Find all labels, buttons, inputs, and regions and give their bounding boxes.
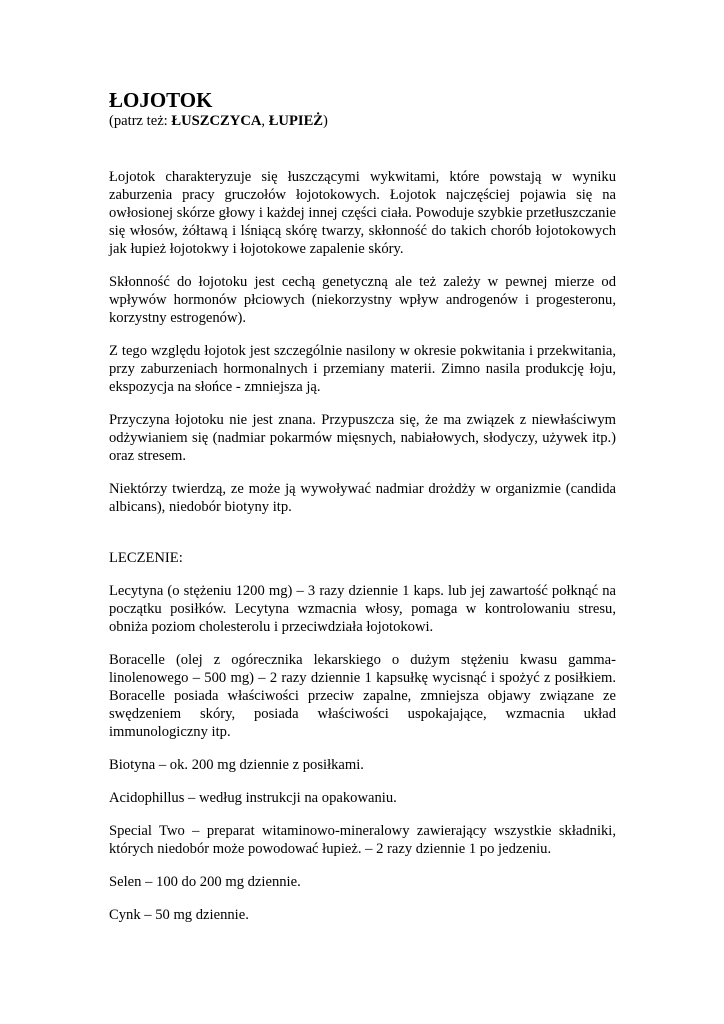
intro-paragraph: Niektórzy twierdzą, ze może ją wywoływać nadmiar drożdży w organizmie (candida albicans), niedobór biotyny itp. xyxy=(109,481,616,515)
treatment-paragraph: Biotyna – ok. 200 mg dziennie z posiłkami. xyxy=(109,757,364,773)
treatment-paragraph: Special Two – preparat witaminowo-mineralowy zawierający wszystkie składniki, których niedobór może powodować łupież. – 2 razy dziennie 1 po jedzeniu. xyxy=(109,823,616,857)
see-also-prefix: (patrz też: xyxy=(109,113,172,129)
document-title: ŁOJOTOK xyxy=(109,88,213,112)
see-also-note xyxy=(109,112,616,130)
see-also-link-lupiez: ŁUPIEŻ xyxy=(268,113,324,129)
treatment-heading: LECZENIE: xyxy=(109,550,183,566)
document-page xyxy=(109,88,616,939)
intro-paragraph: Z tego względu łojotok jest szczególnie nasilony w okresie pokwitania i przekwitania, przy zaburzeniach hormonalnych i przemiany materii. Zimno nasila produkcję łoju, ekspozycja na słońce - zmniejsza ją. xyxy=(109,343,616,395)
treatment-paragraph: Cynk – 50 mg dziennie. xyxy=(109,907,249,923)
see-also-separator: , xyxy=(261,113,269,129)
treatment-paragraph: Lecytyna (o stężeniu 1200 mg) – 3 razy dziennie 1 kaps. lub jej zawartość połknąć na początku posiłków. Lecytyna wzmacnia włosy, pomaga w kontrolowaniu stresu, obniża poziom cholesterolu i przeciwdziała łojotokowi. xyxy=(109,583,616,635)
see-also-suffix: ) xyxy=(323,113,328,129)
treatment-paragraph: Acidophillus – według instrukcji na opakowaniu. xyxy=(109,790,397,806)
see-also-link-luszczyca: ŁUSZCZYCA xyxy=(171,113,262,129)
treatment-paragraph: Selen – 100 do 200 mg dziennie. xyxy=(109,874,301,890)
intro-paragraph: Przyczyna łojotoku nie jest znana. Przypuszcza się, że ma związek z niewłaściwym odżywianiem się (nadmiar pokarmów mięsnych, nabiałowych, słodyczy, używek itp.) oraz stresem. xyxy=(109,412,616,464)
treatment-paragraph: Boracelle (olej z ogórecznika lekarskiego o dużym stężeniu kwasu gamma-linolenowego – 500 mg) – 2 razy dziennie 1 kapsułkę wycisnąć i spożyć z posiłkiem. Boracelle posiada właściwości przeciw zapalne, zmniejsza objawy związane ze swędzeniem skóry, posiada właściwości uspokajające, wzmacnia układ immunologiczny itp. xyxy=(109,652,616,740)
intro-paragraph: Skłonność do łojotoku jest cechą genetyczną ale też zależy w pewnej mierze od wpływów hormonów płciowych (niekorzystny wpływ androgenów i progesteronu, korzystny estrogenów). xyxy=(109,274,616,326)
intro-paragraph: Łojotok charakteryzuje się łuszczącymi wykwitami, które powstają w wyniku zaburzenia pracy gruczołów łojotokowych. Łojotok najczęściej pojawia się na owłosionej skórze głowy i każdej innej części ciała. Powoduje szybkie przetłuszczanie się włosów, żółtawą i lśniącą skórę twarzy, skłonność do takich chorób łojotokowych jak łupież łojotokwy i łojotokowe zapalenie skóry. xyxy=(109,169,616,257)
